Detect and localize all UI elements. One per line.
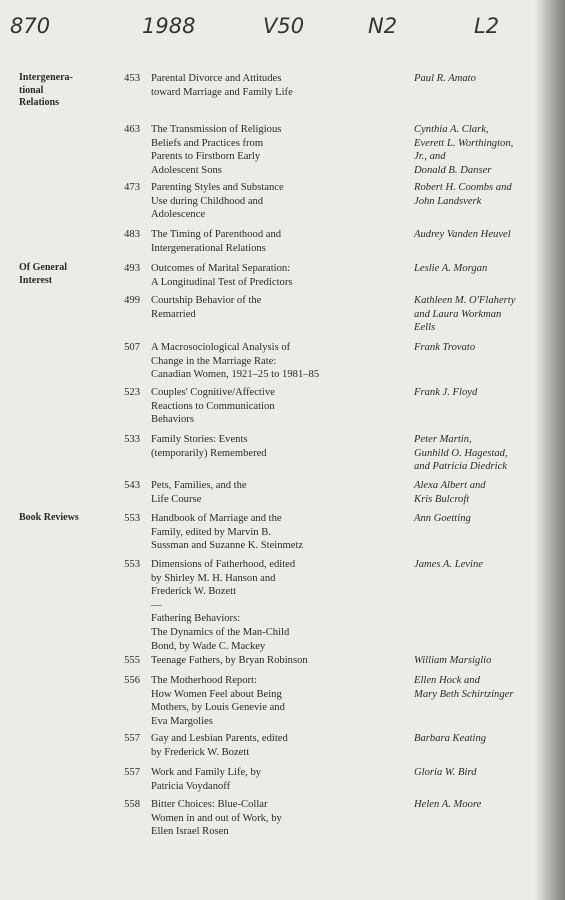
article-author: Leslie A. Morgan — [414, 263, 488, 274]
page-number: 543 — [124, 480, 140, 491]
page-number: 483 — [124, 229, 140, 240]
article-author: Ellen Hock and Mary Beth Schirtzinger — [414, 675, 514, 700]
article-title: Courtship Behavior of the Remarried — [151, 295, 262, 320]
article-author: Audrey Vanden Heuvel — [414, 229, 511, 240]
article-title: Couples' Cognitive/Affective Reactions to Communication Behaviors — [151, 387, 275, 426]
page-number: 499 — [124, 295, 140, 306]
section-heading: Of General Interest — [19, 262, 68, 286]
page-number: 453 — [124, 73, 140, 84]
page-number: 553 — [124, 513, 140, 524]
article-author: Frank Trovato — [414, 342, 476, 353]
handwritten-call-number: 870 — [10, 14, 51, 38]
section-heading: Book Reviews — [19, 512, 79, 523]
article-author: Barbara Keating — [414, 733, 487, 744]
handwritten-note — [0, 8, 565, 42]
article-title: Teenage Fathers, by Bryan Robinson — [151, 655, 308, 666]
page-binding-shadow — [535, 0, 565, 900]
article-title: The Transmission of Religious Beliefs and Practices from Parents to Firstborn Early Adolescent Sons — [151, 124, 282, 176]
page-number: 507 — [124, 342, 140, 353]
article-author: Helen A. Moore — [414, 799, 482, 810]
handwritten-volume: V50 — [263, 14, 305, 38]
article-author: Kathleen M. O'Flaherty and Laura Workman Eells — [414, 295, 516, 334]
handwritten-number: N2 — [368, 14, 398, 38]
page-number: 473 — [124, 182, 140, 193]
page-number: 523 — [124, 387, 140, 398]
article-author: William Marsiglio — [414, 655, 492, 666]
article-title: Outcomes of Marital Separation: A Longitudinal Test of Predictors — [151, 263, 293, 288]
article-title: Dimensions of Fatherhood, edited by Shirley M. H. Hanson and Frederick W. Bozett — Fathering Behaviors: The Dynamics of the Man-Child Bond, by Wade C. Mackey — [151, 559, 296, 652]
section-heading: Intergenera- tional Relations — [19, 72, 73, 109]
page-number: 553 — [124, 559, 140, 570]
article-title: Work and Family Life, by Patricia Voydanoff — [151, 767, 262, 792]
article-author: Cynthia A. Clark, Everett L. Worthington, Jr., and Donald B. Danser — [414, 124, 514, 176]
article-title: The Motherhood Report: How Women Feel about Being Mothers, by Louis Genevie and Eva Margolies — [151, 675, 285, 727]
page-number: 493 — [124, 263, 140, 274]
article-title: A Macrosociological Analysis of Change in the Marriage Rate: Canadian Women, 1921–25 to 1981–85 — [151, 342, 320, 381]
article-author: Alexa Albert and Kris Bulcroft — [414, 480, 486, 505]
page-number: 463 — [124, 124, 140, 135]
page-number: 558 — [124, 799, 140, 810]
handwritten-year: 1988 — [142, 14, 196, 38]
article-title: Bitter Choices: Blue-Collar Women in and out of Work, by Ellen Israel Rosen — [151, 799, 282, 838]
article-title: The Timing of Parenthood and Intergenerational Relations — [151, 229, 282, 254]
article-author: Robert H. Coombs and John Landsverk — [414, 182, 512, 207]
article-title: Parenting Styles and Substance Use during Childhood and Adolescence — [151, 182, 284, 221]
article-title: Pets, Families, and the Life Course — [151, 480, 247, 505]
article-author: Gloria W. Bird — [414, 767, 477, 778]
article-title: Gay and Lesbian Parents, edited by Frederick W. Bozett — [151, 733, 288, 758]
article-title: Family Stories: Events (temporarily) Remembered — [151, 434, 267, 459]
article-author: Ann Goetting — [414, 513, 471, 524]
handwritten-mark: L2 — [474, 14, 500, 38]
page-number: 557 — [124, 767, 140, 778]
article-title: Parental Divorce and Attitudes toward Marriage and Family Life — [151, 73, 293, 98]
article-author: Frank J. Floyd — [414, 387, 478, 398]
page-number: 555 — [124, 655, 140, 666]
article-author: Paul R. Amato — [414, 73, 476, 84]
page-number: 557 — [124, 733, 140, 744]
page-number: 533 — [124, 434, 140, 445]
article-author: Peter Martin, Gunhild O. Hagestad, and Patricia Diedrick — [414, 434, 508, 473]
article-author: James A. Levine — [414, 559, 483, 570]
page-number: 556 — [124, 675, 140, 686]
article-title: Handbook of Marriage and the Family, edited by Marvin B. Sussman and Suzanne K. Steinmetz — [151, 513, 304, 552]
